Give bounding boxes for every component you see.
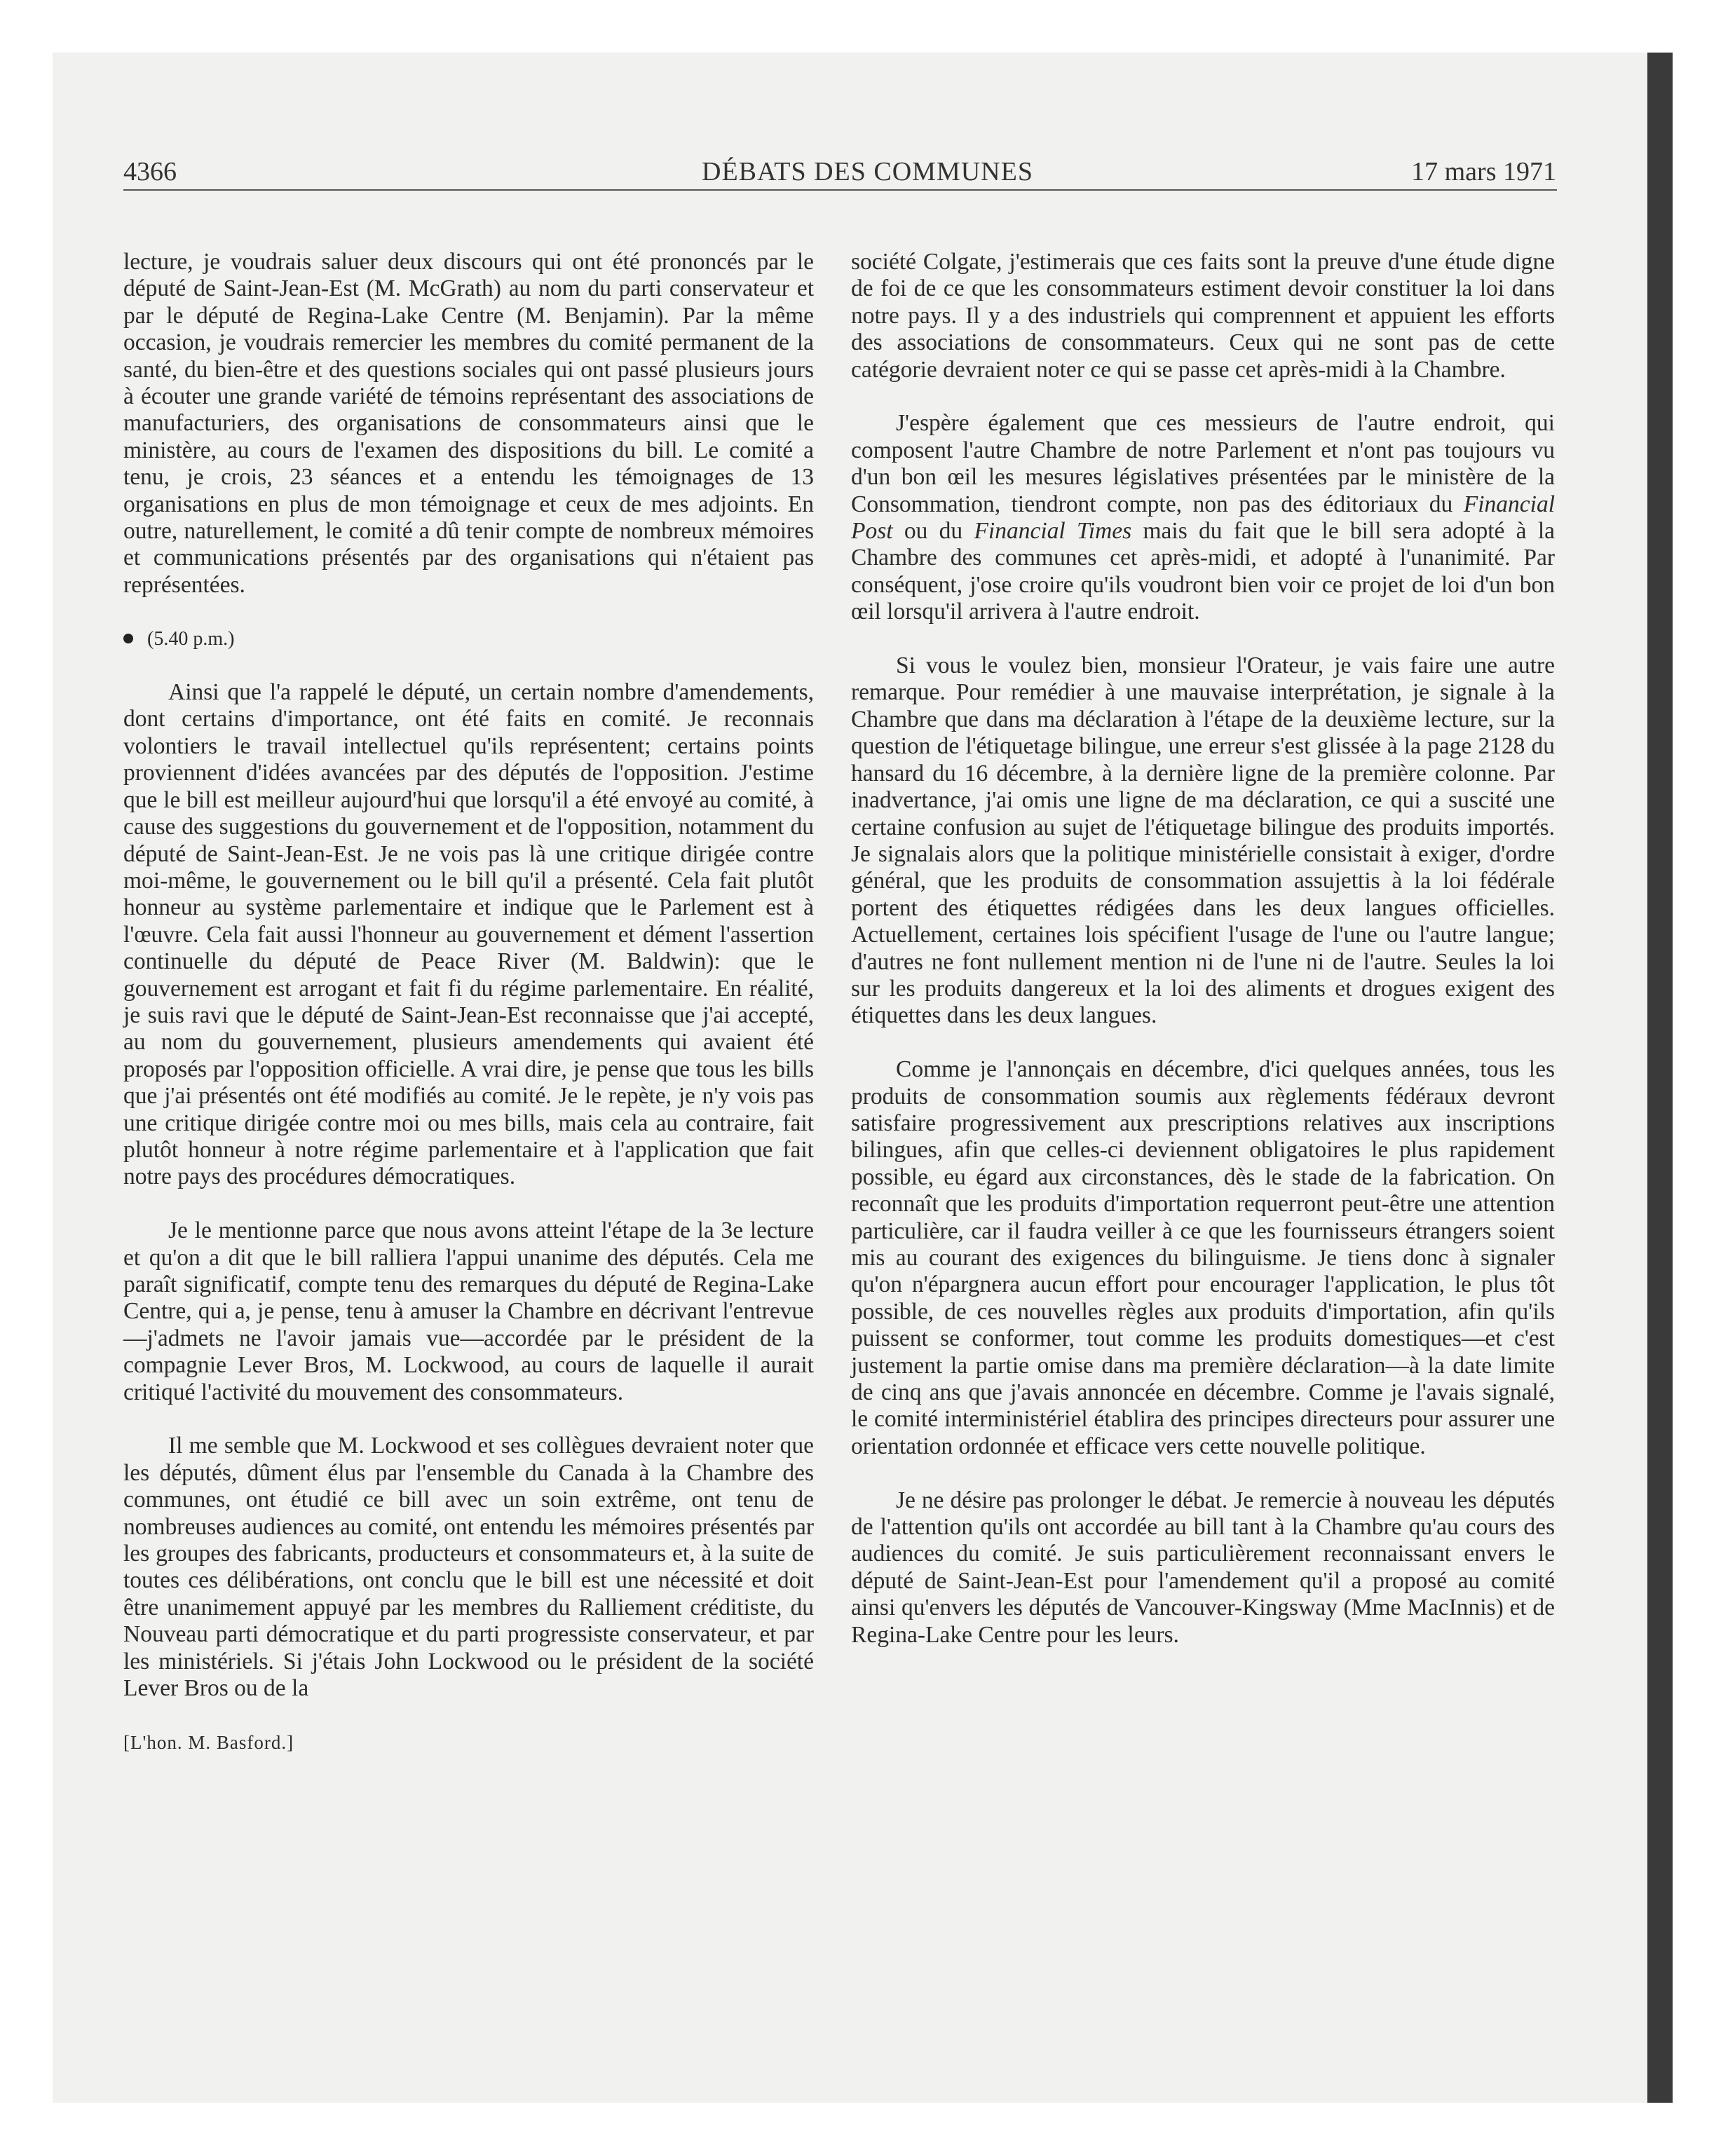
- paragraph: Je le mentionne parce que nous avons atteint l'étape de la 3e lecture et qu'on a dit que le bill ralliera l'appui unanime des députés. Cela me paraît significatif, compte tenu des remarques du député de Regina-Lake Centre, qui a, je pense, tenu à amuser la Chambre en décrivant l'entrevue—j'admets ne l'avoir jamais vue—accordée par le président de la compagnie Lever Bros, M. Lockwood, au cours de laquelle il aurait critiqué l'activité du mouvement des consommateurs.: [123, 1217, 814, 1405]
- paragraph: Je ne désire pas prolonger le débat. Je remercie à nouveau les députés de l'attention qu'ils ont accordée au bill tant à la Chambre qu'au cours des audiences du comité. Je suis particulièrement reconnaissant envers le député de Saint-Jean-Est pour l'amendement qu'il a proposé au comité ainsi qu'envers les députés de Vancouver-Kingsway (Mme MacInnis) et de Regina-Lake Centre pour les leurs.: [851, 1487, 1555, 1648]
- header-rule: [123, 189, 1557, 191]
- timestamp-marker: [123, 626, 814, 653]
- paragraph: Il me semble que M. Lockwood et ses collègues devraient noter que les députés, dûment élus par l'ensemble du Canada à la Chambre des communes, ont étudié ce bill avec un soin extrême, ont tenu de nombreuses audiences au comité, ont entendu les mémoires présentés par les groupes des fabricants, producteurs et consommateurs et, à la suite de toutes ces délibérations, ont conclu que le bill est une nécessité et doit être unanimement appuyé par les membres du Ralliement créditiste, du Nouveau parti démocratique et du parti progressiste conservateur, et par les ministériels. Si j'étais John Lockwood ou le président de la société Lever Bros ou de la: [123, 1433, 814, 1702]
- page-date: 17 mars 1971: [1411, 157, 1556, 186]
- paragraph: Si vous le voulez bien, monsieur l'Orateur, je vais faire une autre remarque. Pour remédier à une mauvaise interprétation, je signale à la Chambre que dans ma déclaration à l'étape de la deuxième lecture, sur la question de l'étiquetage bilingue, une erreur s'est glissée à la page 2128 du hansard du 16 décembre, à la dernière ligne de la première colonne. Par inadvertance, j'ai omis une ligne de ma déclaration, ce qui a suscité une certaine confusion au sujet de l'étiquetage bilingue des produits importés. Je signalais alors que la politique ministérielle consistait à exiger, d'ordre général, que les produits de consommation assujettis à la loi fédérale portent des étiquettes rédigées dans les deux langues officielles. Actuellement, certaines lois spécifient l'usage de l'une ou l'autre langue; d'autres ne font nullement mention ni de l'une ni de l'autre. Seules la loi sur les produits dangereux et la loi des aliments et drogues exigent des étiquettes dans les deux langues.: [851, 653, 1555, 1029]
- paragraph: Ainsi que l'a rappelé le député, un certain nombre d'amendements, dont certains d'importance, ont été faits en comité. Je reconnais volontiers le travail intellectuel qu'ils représentent; certains points proviennent d'idées avancées par des députés de l'opposition. J'estime que le bill est meilleur aujourd'hui que lorsqu'il a été envoyé au comité, à cause des suggestions du gouvernement et de l'opposition, notamment du député de Saint-Jean-Est. Je ne vois pas là une critique dirigée contre moi-même, le gouvernement ou le bill qu'il a présenté. Cela fait plutôt honneur au système parlementaire et indique que le Parlement est à l'œuvre. Cela fait aussi l'honneur au gouvernement et dément l'assertion continuelle du député de Peace River (M. Baldwin): que le gouvernement est arrogant et fait fi du régime parlementaire. En réalité, je suis ravi que le député de Saint-Jean-Est reconnaisse que j'ai accepté, au nom du gouvernement, plusieurs amendements qui avaient été proposés par l'opposition officielle. A vrai dire, je pense que tous les bills que j'ai présentés ont été modifiés au comité. Je le repète, je n'y vois pas une critique dirigée contre moi ou mes bills, mais cela au contraire, fait plutôt honneur à notre régime parlementaire et à l'application que fait notre pays des procédures démocratiques.: [123, 679, 814, 1190]
- scan-edge-strip: [1647, 53, 1673, 2103]
- right-column: [851, 249, 1555, 1675]
- publication-title: Financial Post: [851, 491, 1556, 545]
- page-number: 4366: [123, 157, 177, 186]
- text-run: mais du fait que le bill sera adopté à la Chambre des communes cet après-midi, et adopté à l'unanimité. Par conséquent, j'ose croire qu'ils voudront bien voir ce projet de loi d'un bon œil lorsqu'il arrivera à l'autre endroit.: [851, 518, 1556, 625]
- page-title: DÉBATS DES COMMUNES: [702, 157, 1033, 186]
- paragraph: lecture, je voudrais saluer deux discours qui ont été prononcés par le député de Saint-Jean-Est (M. McGrath) au nom du parti conservateur et par le député de Regina-Lake Centre (M. Benjamin). Par la même occasion, je voudrais remercier les membres du comité permanent de la santé, du bien-être et des questions sociales qui ont passé plusieurs jours à écouter une grande variété de témoins représentant des associations de manufacturiers, des organisations de consommateurs ainsi que le ministère, au cours de l'examen des dispositions du bill. Le comité a tenu, je crois, 23 séances et a entendu les témoignages de 13 organisations en plus de mon témoignage et ceux de mes adjoints. En outre, naturellement, le comité a dû tenir compte de nombreux mémoires et communications présentés par des organisations qui n'étaient pas représentées.: [123, 249, 814, 598]
- publication-title: Financial Times: [974, 518, 1132, 545]
- left-column: [123, 249, 814, 1756]
- bullet-icon: [123, 634, 133, 643]
- paragraph: société Colgate, j'estimerais que ces faits sont la preuve d'une étude digne de foi de ce que les consommateurs estiment devoir constituer la loi dans notre pays. Il y a des industriels qui comprennent et appuient les efforts des associations de consommateurs. Ceux qui ne sont pas de cette catégorie devraient noter ce qui se passe cet après-midi à la Chambre.: [851, 249, 1555, 383]
- timestamp: (5.40 p.m.): [147, 627, 235, 650]
- paragraph: Comme je l'annonçais en décembre, d'ici quelques années, tous les produits de consommation soumis aux règlements fédéraux devront satisfaire progressivement aux prescriptions relatives aux inscriptions bilingues, afin que celles-ci deviennent obligatoires le plus rapidement possible, eu égard aux circonstances, dès le stade de la fabrication. On reconnaît que les produits d'importation requerront peut-être une attention particulière, car il faudra veiller à ce que les fournisseurs étrangers soient mis au courant des exigences du bilinguisme. Je tiens donc à signaler qu'on n'épargnera aucun effort pour encourager l'application, le plus tôt possible, de ces nouvelles règles aux produits d'importation, afin qu'ils puissent se conformer, tout comme les produits domestiques—et c'est justement la partie omise dans ma première déclaration—à la date limite de cinq ans que j'avais annoncée en décembre. Comme je l'avais signalé, le comité interministériel établira des principes directeurs pour assurer une orientation ordonnée et efficace vers cette nouvelle politique.: [851, 1056, 1555, 1459]
- text-run: J'espère également que ces messieurs de l'autre endroit, qui composent l'autre Chambre de notre Parlement et n'ont pas toujours vu d'un bon œil les mesures législatives présentées par le ministère de la Consommation, tiendront compte, non pas des éditoriaux du: [851, 410, 1555, 517]
- speaker-note: [L'hon. M. Basford.]: [123, 1731, 294, 1753]
- paragraph: [851, 410, 1555, 625]
- text-run: ou du: [904, 518, 963, 545]
